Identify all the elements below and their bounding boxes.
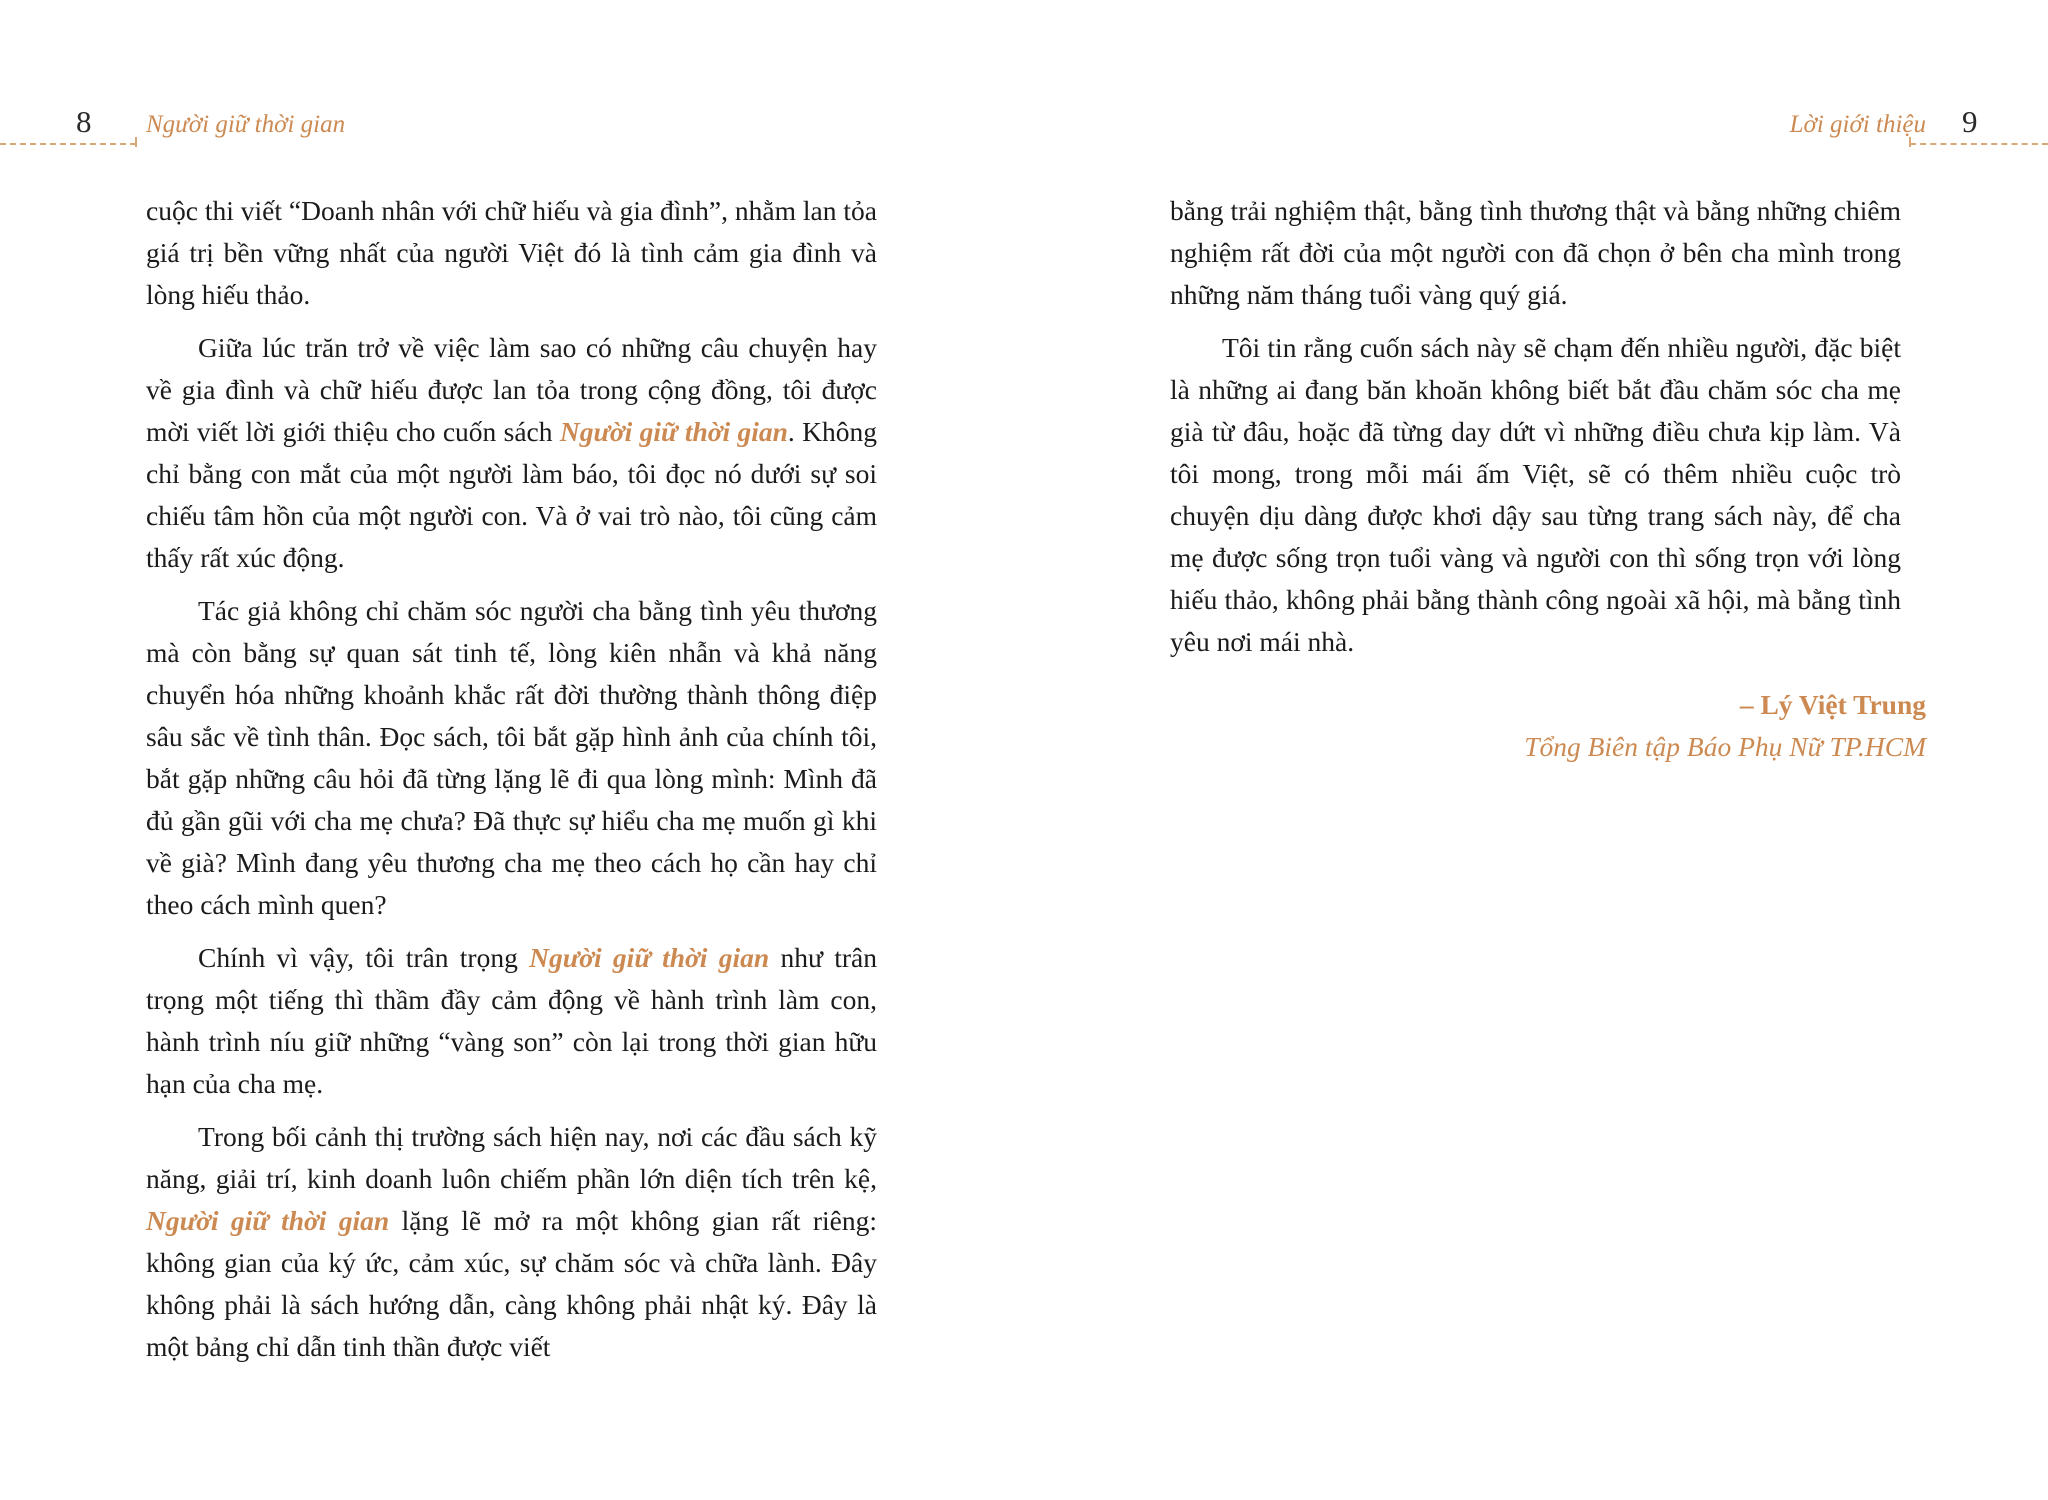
header-rule-tick [1909,137,1911,147]
right-page [1024,0,2048,1500]
body-text [146,190,877,1379]
body-text [1170,190,1901,674]
header-rule-tick [135,137,137,147]
book-title-highlight: Người giữ thời gian [529,942,770,973]
header-dashed-rule [0,143,136,145]
author-role: Tổng Biên tập Báo Phụ Nữ TP.HCM [1524,731,1926,762]
running-title: Người giữ thời gian [146,111,346,138]
book-title-highlight: Người giữ thời gian [559,416,788,447]
paragraph [146,1116,877,1368]
paragraph-text: cuộc thi viết “Doanh nhân với chữ hiếu và gia đình”, nhằm lan tỏa giá trị bền vững nhất của người Việt đó là tình cảm gia đình và lòng hiếu thảo. [146,195,877,310]
paragraph-text: Giữa lúc trăn trở về việc làm sao có những câu chuyện hay về gia đình và chữ hiếu được lan tỏa trong cộng đồng, tôi được mời viết lời giới thiệu cho cuốn sách [146,332,877,447]
page-number: 9 [1962,104,1978,139]
author-name: – Lý Việt Trung [1739,689,1926,720]
paragraph [146,327,877,579]
paragraph-text: bằng trải nghiệm thật, bằng tình thương thật và bằng những chiêm nghiệm rất đời của một người con đã chọn ở bên cha mình trong những năm tháng tuổi vàng quý giá. [1170,195,1901,310]
paragraph [1170,327,1901,663]
paragraph-text: như trân trọng một tiếng thì thầm đầy cảm động về hành trình làm con, hành trình níu giữ những “vàng son” còn lại trong thời gian hữu hạn của cha mẹ. [146,942,877,1099]
paragraph-text: Tôi tin rằng cuốn sách này sẽ chạm đến nhiều người, đặc biệt là những ai đang băn khoăn không biết bắt đầu chăm sóc cha mẹ già từ đâu, hoặc đã từng day dứt vì những điều chưa kịp làm. Và tôi mong, trong mỗi mái ấm Việt, sẽ có thêm nhiều cuộc trò chuyện dịu dàng được khơi dậy sau từng trang sách này, để cha mẹ được sống trọn tuổi vàng và người con thì sống trọn với lòng hiếu thảo, không phải bằng thành công ngoài xã hội, mà bằng tình yêu nơi mái nhà. [1170,332,1901,657]
paragraph-text: Chính vì vậy, tôi trân trọng [198,942,530,973]
paragraph [146,937,877,1105]
paragraph-text: . Không chỉ bằng con mắt của một người làm báo, tôi đọc nó dưới sự soi chiếu tâm hồn của một người con. Và ở vai trò nào, tôi cũng cảm thấy rất xúc động. [146,416,877,573]
paragraph [1170,190,1901,316]
book-title-highlight: Người giữ thời gian [146,1205,390,1236]
paragraph [146,190,877,316]
header-dashed-rule [1910,143,2048,145]
signature-block [1524,684,1926,768]
paragraph-text: lặng lẽ mở ra một không gian rất riêng: không gian của ký ức, cảm xúc, sự chăm sóc và chữa lành. Đây không phải là sách hướng dẫn, càng không phải nhật ký. Đây là một bảng chỉ dẫn tinh thần được viết [146,1205,878,1362]
page-number: 8 [76,104,92,139]
paragraph [146,590,877,926]
running-title: Lời giới thiệu [1789,111,1926,138]
paragraph-text: Tác giả không chỉ chăm sóc người cha bằng tình yêu thương mà còn bằng sự quan sát tinh tế, lòng kiên nhẫn và khả năng chuyển hóa những khoảnh khắc rất đời thường thành thông điệp sâu sắc về tình thân. Đọc sách, tôi bắt gặp hình ảnh của chính tôi, bắt gặp những câu hỏi đã từng lặng lẽ đi qua lòng mình: Mình đã đủ gần gũi với cha mẹ chưa? Đã thực sự hiểu cha mẹ muốn gì khi về già? Mình đang yêu thương cha mẹ theo cách họ cần hay chỉ theo cách mình quen? [146,595,877,920]
paragraph-text: Trong bối cảnh thị trường sách hiện nay, nơi các đầu sách kỹ năng, giải trí, kinh doanh luôn chiếm phần lớn diện tích trên kệ, [146,1121,877,1194]
